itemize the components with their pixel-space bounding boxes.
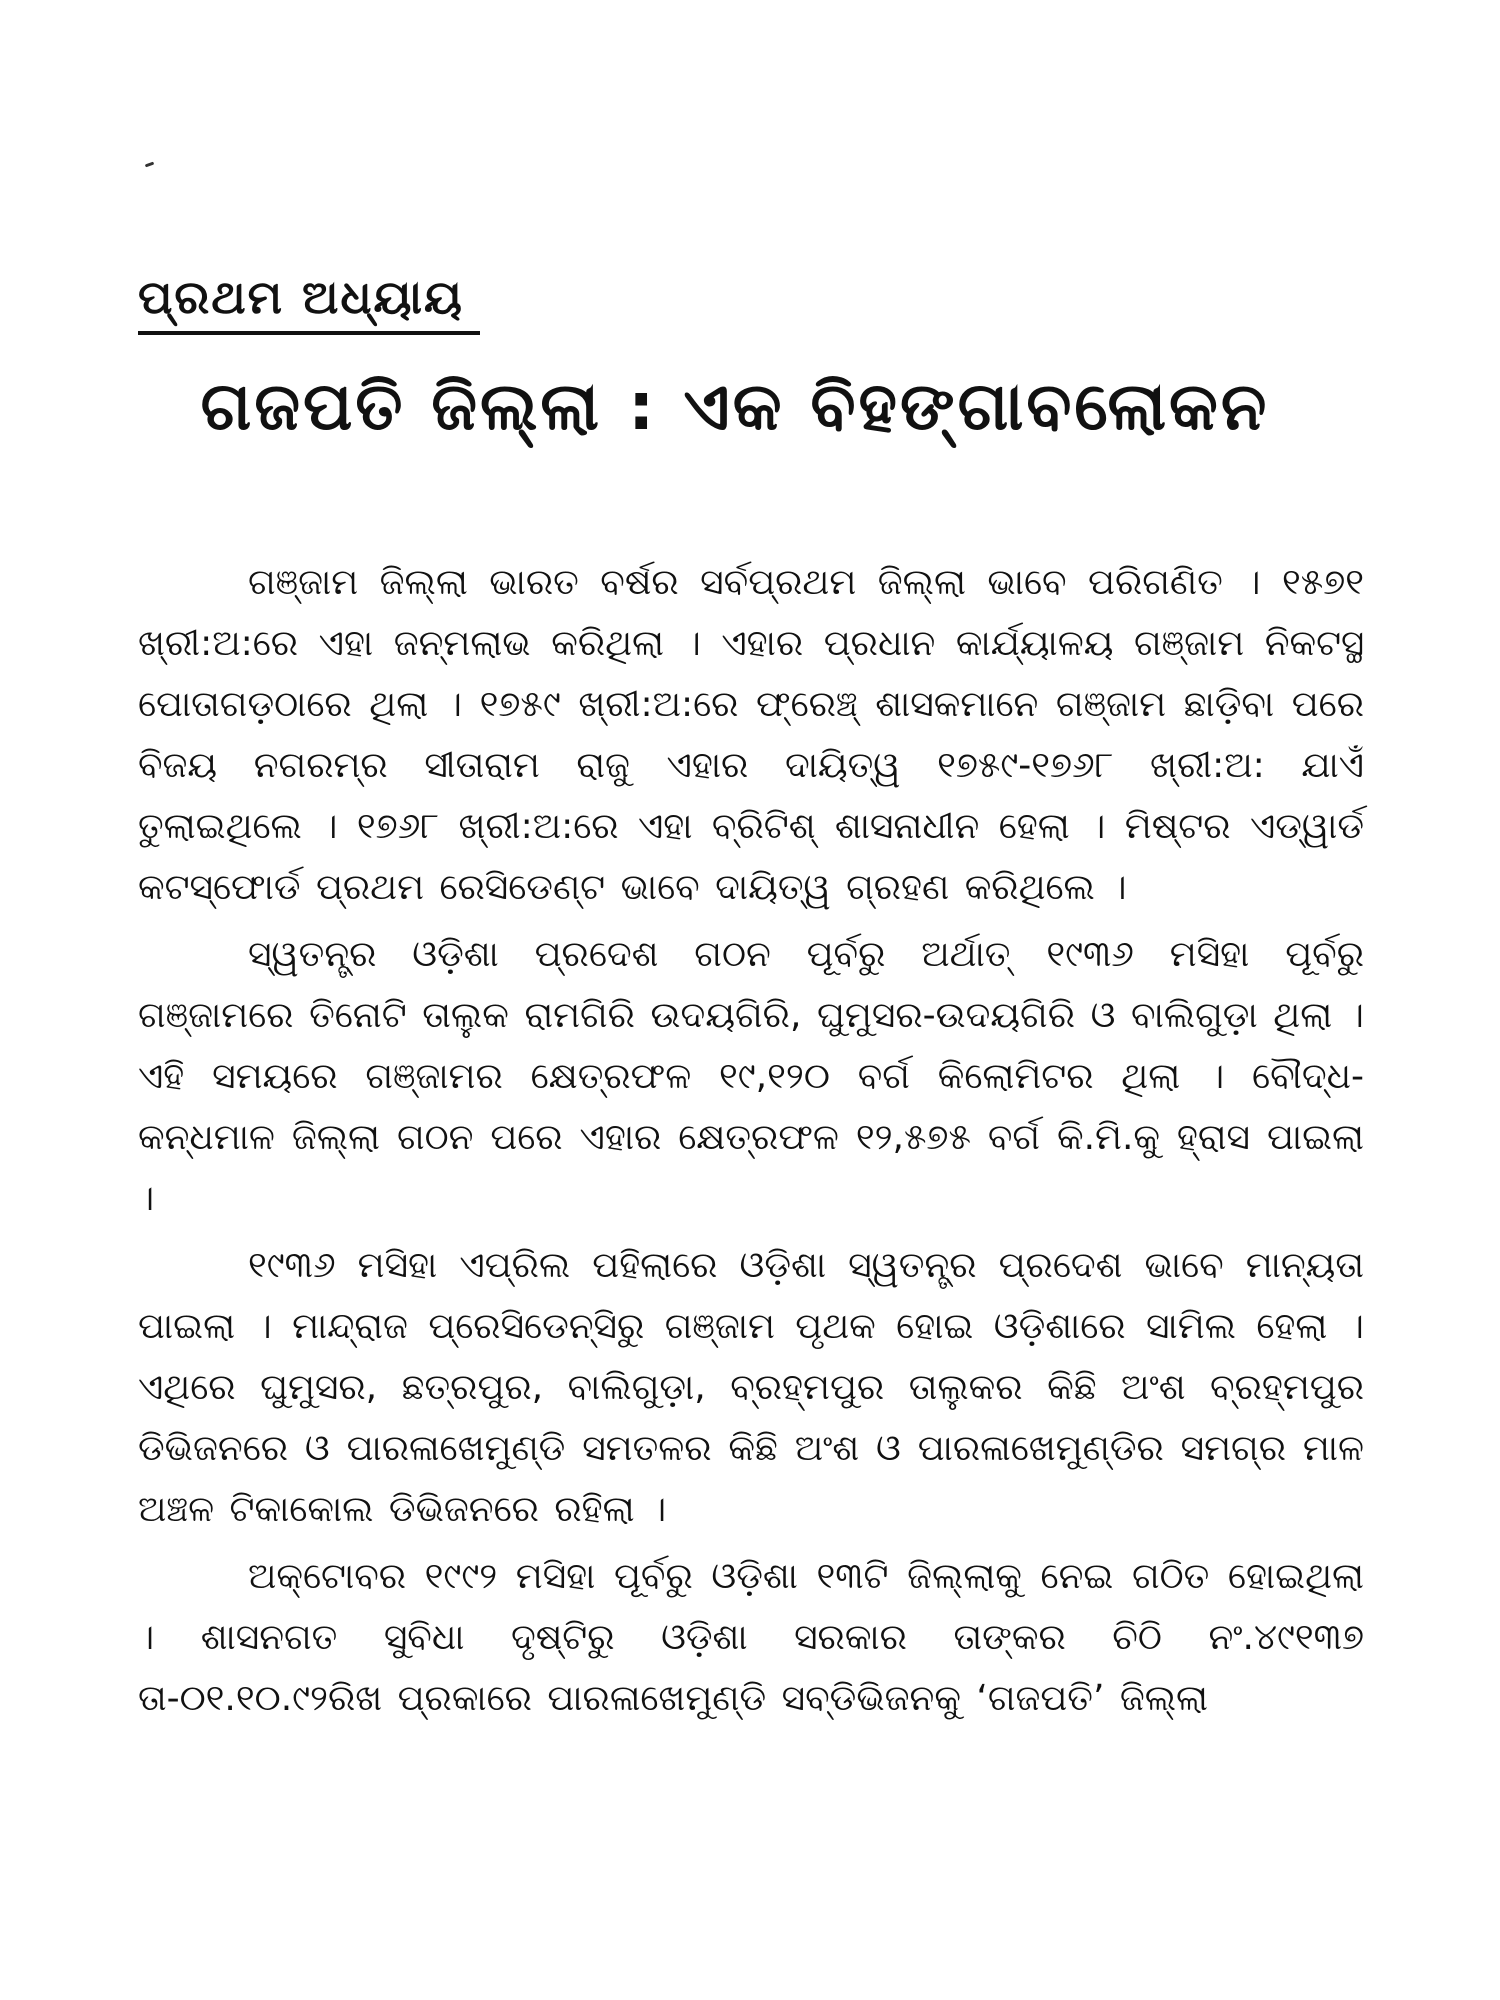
chapter-label-underline (138, 331, 480, 335)
paragraph-2: ସ୍ୱତନ୍ତ୍ର ଓଡ଼ିଶା ପ୍ରଦେଶ ଗଠନ ପୂର୍ବରୁ ଅର୍ଥାତ୍ ୧୯୩୬ ମସିହା ପୂର୍ବରୁ ଗଞ୍ଜାମରେ ତିନୋଟି ତାଲୁକ ରାମଗିରି ଉଦୟଗିରି, ଘୁମୁସର-ଉଦୟଗିରି ଓ ବାଲିଗୁଡ଼ା ଥିଲା । ଏହି ସମୟରେ ଗଞ୍ଜାମର କ୍ଷେତ୍ରଫଳ ୧୯,୧୨୦ ବର୍ଗ କିଲୋମିଟର ଥିଲା । ବୌଦ୍ଧ-କନ୍ଧମାଳ ଜିଲ୍ଲା ଗଠନ ପରେ ଏହାର କ୍ଷେତ୍ରଫଳ ୧୨,୫୭୫ ବର୍ଗ କି.ମି.କୁ ହ୍ରାସ ପାଇଲା । (138, 934, 1364, 1219)
paragraph-4: ଅକ୍ଟୋବର ୧୯୯୨ ମସିହା ପୂର୍ବରୁ ଓଡ଼ିଶା ୧୩ଟି ଜିଲ୍ଲାକୁ ନେଇ ଗଠିତ ହୋଇଥିଲା । ଶାସନଗତ ସୁବିଧା ଦୃଷ୍ଟିରୁ ଓଡ଼ିଶା ସରକାର ତାଙ୍କର ଚିଠି ନଂ.୪୯୧୩୭ ତା-୦୧.୧୦.୯୨ରିଖ ପ୍ରକାରେ ପାରଳାଖେମୁଣ୍ଡି ସବ୍‌ଡିଭିଜନକୁ ‘ଗଜପତି’ ଜିଲ୍ଲା (138, 1556, 1364, 1719)
chapter-label: ପ୍ରଥମ ଅଧ୍ୟାୟ (138, 270, 464, 324)
scan-speck (145, 162, 154, 168)
paragraph-3: ୧୯୩୬ ମସିହା ଏପ୍ରିଲ ପହିଲାରେ ଓଡ଼ିଶା ସ୍ୱତନ୍ତ୍ର ପ୍ରଦେଶ ଭାବେ ମାନ୍ୟତା ପାଇଲା । ମାନ୍ଦ୍ରାଜ ପ୍ରେସିଡେନ୍‌ସିରୁ ଗଞ୍ଜାମ ପୃଥକ ହୋଇ ଓଡ଼ିଶାରେ ସାମିଲ ହେଲା । ଏଥିରେ ଘୁମୁସର, ଛତ୍ରପୁର, ବାଲିଗୁଡ଼ା, ବ୍ରହ୍ମପୁର ତାଲୁକର କିଛି ଅଂଶ ବ୍ରହ୍ମପୁର ଡିଭିଜନରେ ଓ ପାରଳାଖେମୁଣ୍ଡି ସମତଳର କିଛି ଅଂଶ ଓ ପାରଳାଖେମୁଣ୍ଡିର ସମଗ୍ର ମାଳ ଅଞ୍ଚଳ ଟିକାକୋଲ ଡିଭିଜନରେ ରହିଲା । (138, 1245, 1364, 1530)
chapter-title: ଗଜପତି ଜିଲ୍ଲା : ଏକ ବିହଙ୍ଗାବଲୋକନ (200, 368, 1270, 445)
body-text (138, 552, 1364, 1735)
paragraph-1: ଗଞ୍ଜାମ ଜିଲ୍ଲା ଭାରତ ବର୍ଷର ସର୍ବପ୍ରଥମ ଜିଲ୍ଲା ଭାବେ ପରିଗଣିତ । ୧୫୭୧ ଖ୍ରୀ:ଅ:ରେ ଏହା ଜନ୍ମଲାଭ କରିଥିଲା । ଏହାର ପ୍ରଧାନ କାର୍ଯ୍ୟାଳୟ ଗଞ୍ଜାମ ନିକଟସ୍ଥ ପୋତାଗଡ଼ଠାରେ ଥିଲା । ୧୭୫୯ ଖ୍ରୀ:ଅ:ରେ ଫ୍ରେଞ୍ଚ୍ ଶାସକମାନେ ଗଞ୍ଜାମ ଛାଡ଼ିବା ପରେ ବିଜୟ ନଗରମ୍‌ର ସୀତାରାମ ରାଜୁ ଏହାର ଦାୟିତ୍ୱ ୧୭୫୯-୧୭୬୮ ଖ୍ରୀ:ଅ: ଯାଏଁ ତୁଲାଇଥିଲେ । ୧୭୬୮ ଖ୍ରୀ:ଅ:ରେ ଏହା ବ୍ରିଟିଶ୍ ଶାସନାଧୀନ ହେଲା । ମିଷ୍ଟର ଏଡ୍‌ୱାର୍ଡ କଟସ୍‌ଫୋର୍ଡ ପ୍ରଥମ ରେସିଡେଣ୍ଟ ଭାବେ ଦାୟିତ୍ୱ ଗ୍ରହଣ କରିଥିଲେ । (138, 562, 1364, 908)
